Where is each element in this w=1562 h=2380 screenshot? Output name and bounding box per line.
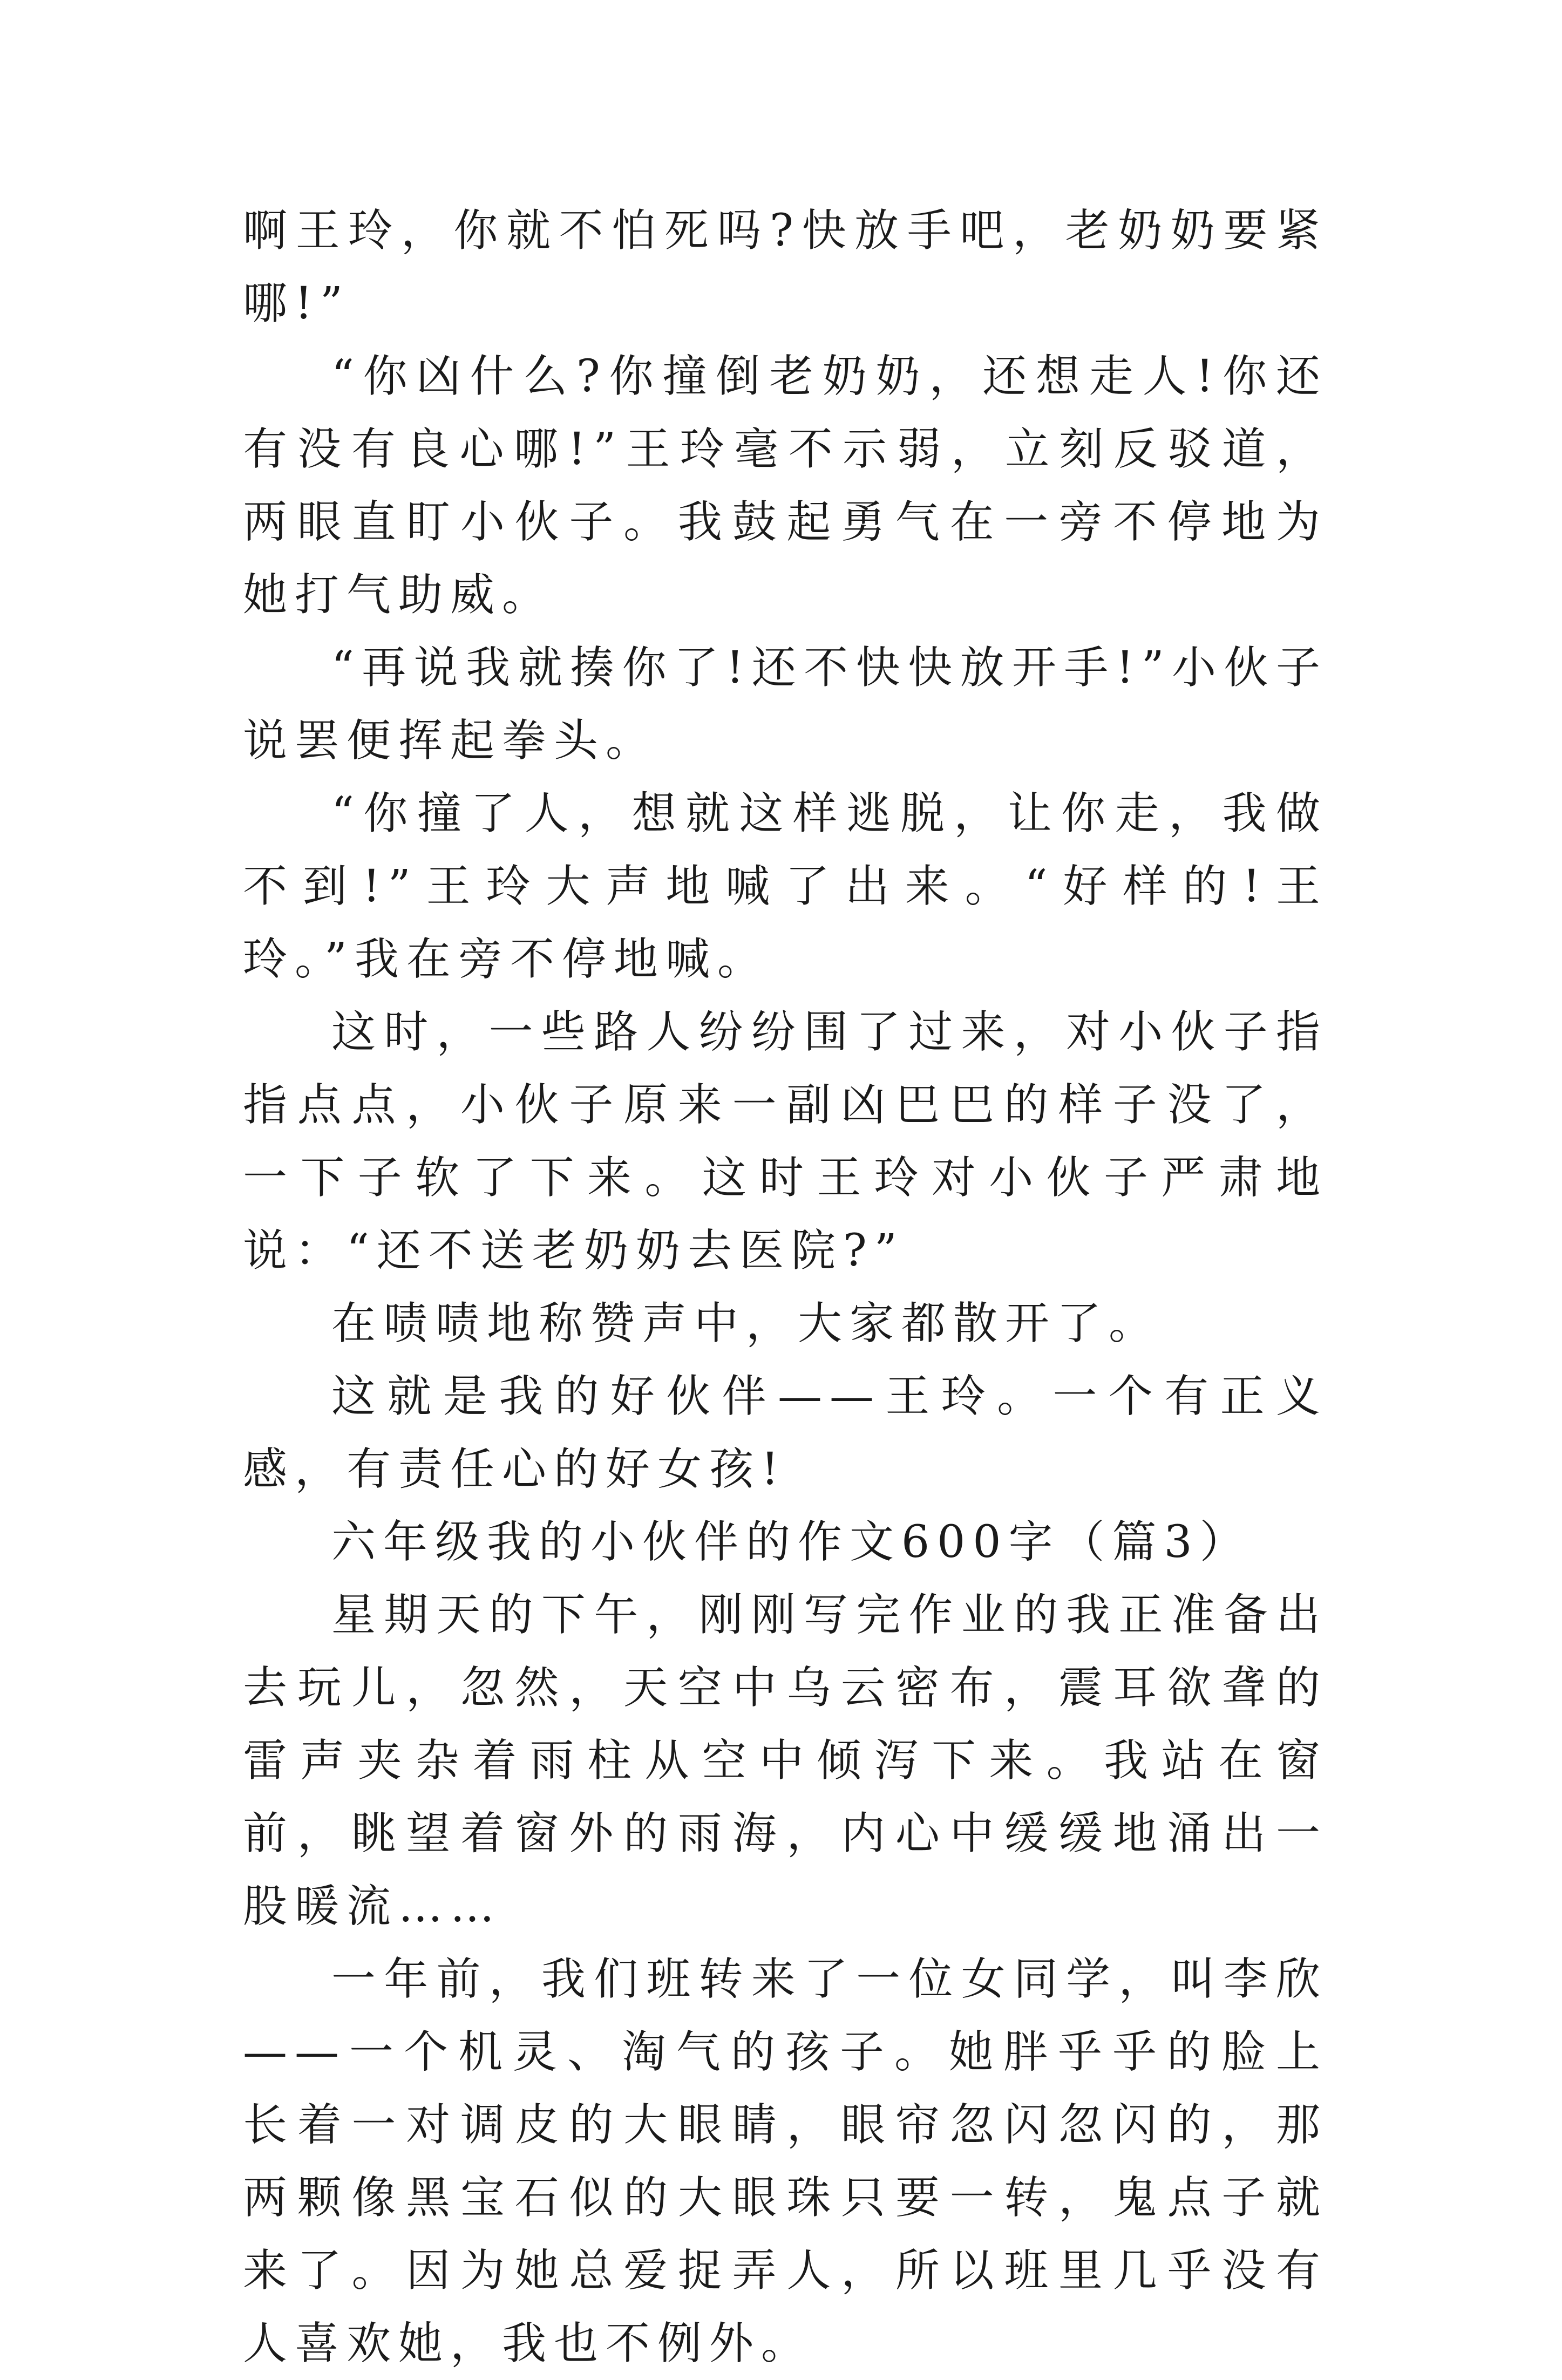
paragraph-10: 一年前，我们班转来了一位女同学，叫李欣——一个机灵、淘气的孩子。她胖乎乎的脸上长着一对调皮的大眼睛，眼帘忽闪忽闪的，那两颗像黑宝石似的大眼珠只要一转，鬼点子就来了。因为她总爱捉弄人，所以班里几乎没有人喜欢她，我也不例外。 <box>243 1954 1328 2369</box>
section-heading: 六年级我的小伙伴的作文600字（篇3） <box>331 1517 1252 1568</box>
paragraph-3: “再说我就揍你了!还不快快放开手!”小伙子说罢便挥起拳头。 <box>243 642 1328 766</box>
paragraph-1: 啊王玲，你就不怕死吗?快放手吧，老奶奶要紧哪!” <box>243 205 1328 329</box>
paragraph-5: 这时，一些路人纷纷围了过来，对小伙子指指点点，小伙子原来一副凶巴巴的样子没了，一下子软了下来。这时王玲对小伙子严肃地说：“还不送老奶奶去医院?” <box>243 1007 1328 1276</box>
paragraph-6: 在啧啧地称赞声中，大家都散开了。 <box>331 1298 1161 1349</box>
paragraph-2: “你凶什么?你撞倒老奶奶，还想走人!你还有没有良心哪!”王玲毫不示弱，立刻反驳道，两眼直盯小伙子。我鼓起勇气在一旁不停地为她打气助威。 <box>243 351 1328 621</box>
paragraph-9: 星期天的下午，刚刚写完作业的我正准备出去玩儿，忽然，天空中乌云密布，震耳欲聋的雷声夹杂着雨柱从空中倾泻下来。我站在窗前，眺望着窗外的雨海，内心中缓缓地涌出一股暖流…… <box>243 1589 1328 1932</box>
document-body <box>243 194 1328 2380</box>
paragraph-7: 这就是我的好伙伴——王玲。一个有正义感，有责任心的好女孩! <box>243 1371 1328 1495</box>
paragraph-4: “你撞了人，想就这样逃脱，让你走，我做不到!”王玲大声地喊了出来。“好样的!王玲。”我在旁不停地喊。 <box>243 788 1328 985</box>
